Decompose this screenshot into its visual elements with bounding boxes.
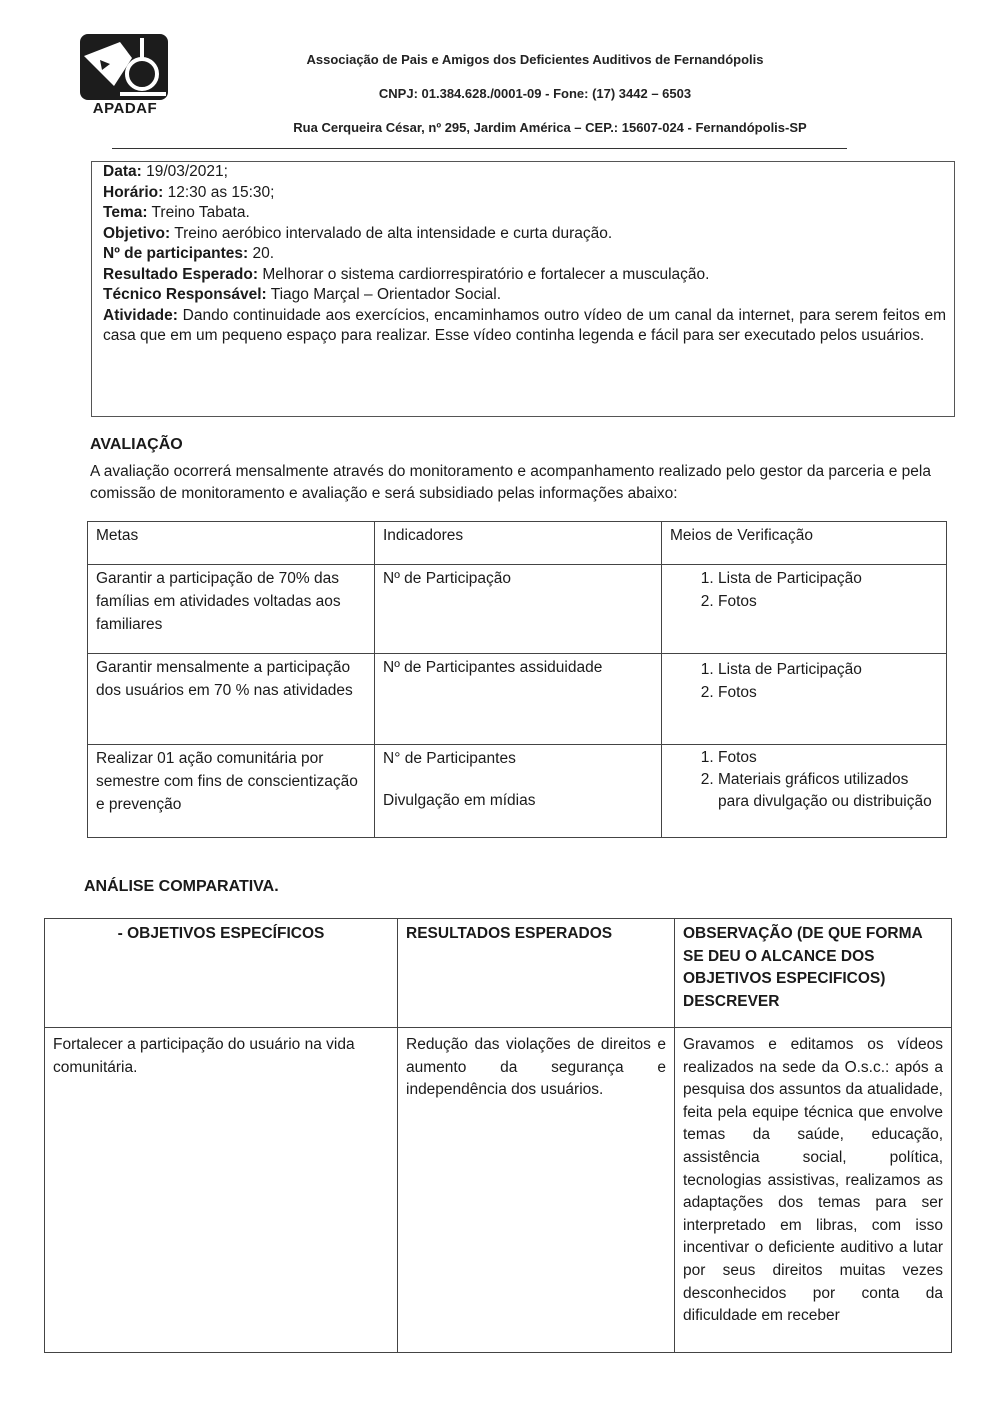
indicator-cell: Nº de Participantes assiduidade [375,654,662,745]
header-indicadores: Indicadores [375,522,662,565]
table-row [88,654,947,745]
header-meios: Meios de Verificação [662,522,947,565]
table-row [45,1028,952,1353]
date-line [103,162,946,183]
table-row [88,565,947,654]
expected-result-line [103,265,946,286]
header-resultados: RESULTADOS ESPERADOS [398,919,675,1028]
verification-item: 2. Materiais gráficos utilizados para divulgação ou distribuição [718,769,938,813]
objective-label: Objetivo: [103,224,171,242]
date-label: Data: [103,163,142,180]
time-line [103,183,946,204]
apadaf-logo [78,34,172,120]
objective-cell: Fortalecer a participação do usuário na vida comunitária. [45,1028,398,1353]
meta-cell: Garantir mensalmente a participação dos usuários em 70 % nas atividades [88,654,375,745]
table-row [88,745,947,838]
verification-item: 2. Fotos [718,681,938,704]
observation-cell: Gravamos e editamos os vídeos realizados na sede da O.s.c.: após a pesquisa dos assuntos da atualidade, feita pela equipe técnica que envolve temas da saúde, educação, assistência social, política, tecnologias assistivas, realizamos as adaptações dos temas para ser interpretado em libras, com isso incentivar o deficiente auditivo a lutar por seus direitos muitas vezes desconhecidos por conta da dificuldade em receber [675,1028,952,1353]
activity-info-box [91,161,955,417]
expected-result-label: Resultado Esperado: [103,265,259,283]
table-header-row [88,522,947,565]
time-value: 12:30 as 15:30; [163,183,275,201]
comparative-analysis-table [44,918,952,1353]
header-metas: Metas [88,522,375,565]
meta-cell: Garantir a participação de 70% das famílias em atividades voltadas aos familiares [88,565,375,654]
technician-label: Técnico Responsável: [103,286,267,303]
objective-value: Treino aeróbico intervalado de alta intensidade e curta duração. [170,224,613,242]
org-name: Associação de Pais e Amigos dos Deficientes Auditivos de Fernandópolis [306,52,764,67]
technician-value: Tiago Marçal – Orientador Social. [266,286,502,303]
verification-item: 1. Lista de Participação [718,658,938,681]
header-objetivos: - OBJETIVOS ESPECÍFICOS [45,919,398,1028]
date-value: 19/03/2021; [141,163,228,180]
logo-emblem [80,34,168,100]
table-header-row [45,919,952,1028]
logo-text: APADAF [92,100,158,117]
comparative-analysis-title: ANÁLISE COMPARATIVA. [84,878,279,895]
participants-value: 20. [248,245,275,262]
meta-cell: Realizar 01 ação comunitária por semestre com fins de conscientização e prevenção [88,745,375,838]
participants-label: Nº de participantes: [103,245,249,262]
verification-item: 1. Lista de Participação [718,567,938,590]
header-divider [112,148,847,149]
activity-line [103,306,946,347]
participants-line [103,244,946,265]
theme-value: Treino Tabata. [147,204,250,221]
header-observacao: OBSERVAÇÃO (DE QUE FORMA SE DEU O ALCANCE DOS OBJETIVOS ESPECIFICOS) DESCREVER [675,919,952,1028]
cnpj-phone: CNPJ: 01.384.628./0001-09 - Fone: (17) 3442 – 6503 [378,86,692,101]
indicator-text-2: Divulgação em mídias [383,792,536,809]
evaluation-text: A avaliação ocorrerá mensalmente através do monitoramento e acompanhamento realizado pelo gestor da parceria e pela comissão de monitoramento e avaliação e será subsidiado pelas informações abaixo: [90,463,931,502]
verification-cell [662,565,947,654]
activity-label: Atividade: [103,306,178,324]
evaluation-title: AVALIAÇÃO [90,436,183,453]
indicator-cell [375,745,662,838]
verification-cell [662,745,947,838]
indicator-cell: Nº de Participação [375,565,662,654]
verification-item: 2. Fotos [718,590,938,613]
address: Rua Cerqueira César, nº 295, Jardim América – CEP.: 15607-024 - Fernandópolis-SP [293,120,807,135]
evaluation-table [87,521,947,838]
indicator-text: N° de Participantes [383,750,516,767]
expected-result-value: Melhorar o sistema cardiorrespiratório e fortalecer a musculação. [258,265,710,283]
activity-value: Dando continuidade aos exercícios, encaminhamos outro vídeo de um canal da internet, para serem feitos em casa que em um pequeno espaço para realizar. Esse vídeo continha legenda e fácil para ser executado pelos usuários. [103,306,946,344]
theme-label: Tema: [103,204,148,221]
verification-item: 1. Fotos [718,747,938,769]
time-label: Horário: [103,183,164,201]
theme-line [103,203,946,224]
objective-line [103,224,946,245]
technician-line [103,285,946,306]
result-cell: Redução das violações de direitos e aumento da segurança e independência dos usuários. [398,1028,675,1353]
verification-cell [662,654,947,745]
